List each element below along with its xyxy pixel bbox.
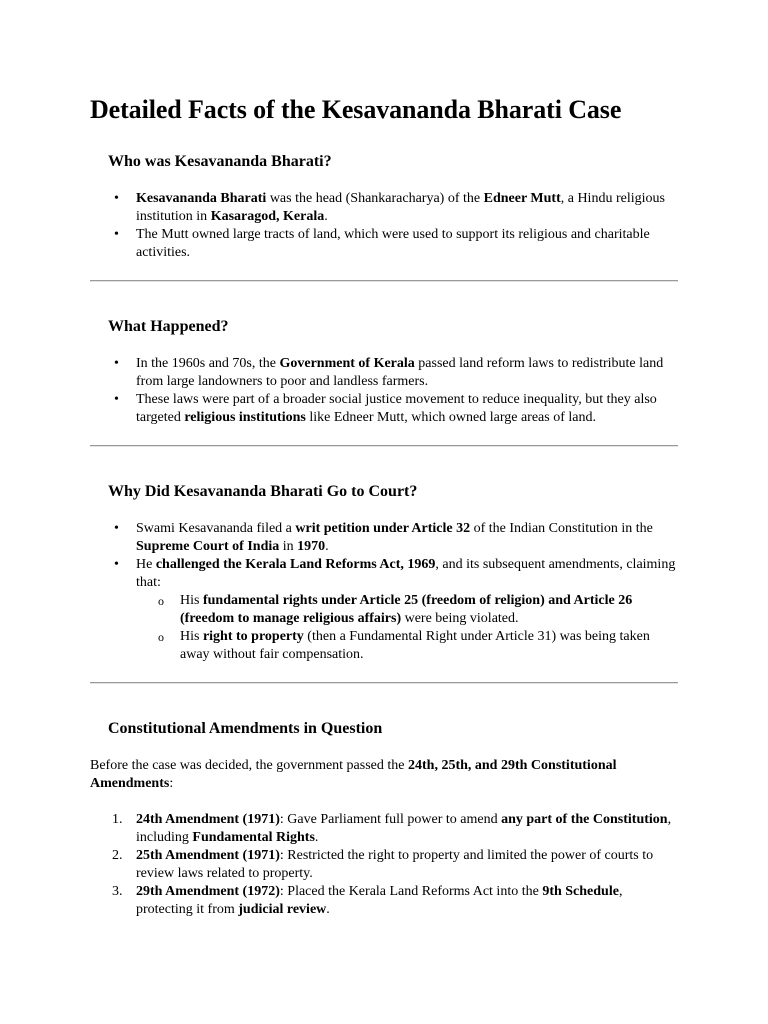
text: in <box>279 539 298 554</box>
text: : <box>169 776 174 791</box>
bullet-list-why <box>90 520 678 664</box>
text: He <box>136 557 156 572</box>
bullet-list-what <box>90 355 678 427</box>
text: . <box>314 830 319 845</box>
numbered-list-amendments <box>90 811 678 919</box>
text: His <box>180 593 203 608</box>
text: His <box>180 629 203 644</box>
bold-text: writ petition under Article 32 <box>295 521 471 536</box>
bold-text: Kesavananda Bharati <box>136 191 267 206</box>
text: . <box>324 209 328 224</box>
list-item <box>136 520 678 556</box>
text: Before the case was decided, the government passed the <box>90 758 408 773</box>
bold-text: Supreme Court of India <box>136 539 280 554</box>
section-why <box>90 482 678 664</box>
section-who <box>90 152 678 262</box>
bold-text: Edneer Mutt <box>483 191 561 206</box>
bold-text: any part of the Constitution <box>501 812 668 827</box>
bold-text: Government of Kerala <box>279 356 415 371</box>
bold-text: Fundamental Rights <box>192 830 315 845</box>
text: : Placed the Kerala Land Reforms Act into the <box>279 884 543 899</box>
list-item <box>136 847 678 883</box>
text: was the head (Shankaracharya) of the <box>266 191 484 206</box>
section-heading-what: What Happened? <box>108 318 229 335</box>
page-title: Detailed Facts of the Kesavananda Bharati Case <box>90 95 622 124</box>
bold-text: 9th Schedule <box>542 884 619 899</box>
section-heading-amendments: Constitutional Amendments in Question <box>108 720 383 737</box>
list-item <box>136 556 678 664</box>
text: . <box>325 539 329 554</box>
text: (then a Fundamental Right under Article 31) was being taken away without fair compensation. <box>180 629 650 662</box>
text: like Edneer Mutt, which owned large areas of land. <box>305 410 596 425</box>
text: , protecting it from <box>136 884 623 917</box>
bullet-list-who <box>90 190 678 262</box>
sub-list-item <box>180 628 678 664</box>
text: The Mutt owned large tracts of land, which were used to support its religious and charitable activities. <box>136 227 650 260</box>
text: These laws were part of a broader social justice movement to reduce inequality, but they also targeted <box>136 392 657 425</box>
list-item <box>136 391 678 427</box>
section-what <box>90 317 678 427</box>
text: passed land reform laws to redistribute land from large landowners to poor and landless farmers. <box>136 356 664 389</box>
section-heading-why: Why Did Kesavananda Bharati Go to Court? <box>108 483 418 500</box>
bold-text: 24th Amendment (1971) <box>136 812 280 827</box>
list-item <box>136 883 678 919</box>
intro-paragraph <box>90 757 678 793</box>
bold-text: fundamental rights under Article 25 (freedom of religion) and Article 26 (freedom to manage religious affairs) <box>180 593 633 626</box>
sub-list <box>136 592 678 664</box>
bold-text: challenged the Kerala Land Reforms Act, 1969 <box>155 557 436 572</box>
bold-text: 29th Amendment (1972) <box>136 884 280 899</box>
text: : Gave Parliament full power to amend <box>279 812 502 827</box>
list-item <box>136 811 678 847</box>
text: were being violated. <box>401 611 519 626</box>
bold-text: judicial review <box>238 902 327 917</box>
bold-text: religious institutions <box>184 410 306 425</box>
bold-text: 1970 <box>297 539 326 554</box>
bold-text: 25th Amendment (1971) <box>136 848 280 863</box>
text: , a Hindu religious institution in <box>136 191 665 224</box>
text: of the Indian Constitution in the <box>470 521 653 536</box>
text: . <box>326 902 330 917</box>
sub-list-item <box>180 592 678 628</box>
bold-text: Kasaragod, Kerala <box>210 209 325 224</box>
text: : Restricted the right to property and limited the power of courts to review laws related to property. <box>136 848 654 881</box>
bold-text: right to property <box>202 629 304 644</box>
section-heading-who: Who was Kesavananda Bharati? <box>108 153 332 170</box>
list-item <box>136 190 678 226</box>
list-item <box>136 226 678 262</box>
text: In the 1960s and 70s, the <box>136 356 280 371</box>
text: Swami Kesavananda filed a <box>136 521 296 536</box>
text: , including <box>136 812 672 845</box>
bold-text: 24th, 25th, and 29th Constitutional Amendments <box>90 758 617 791</box>
list-item <box>136 355 678 391</box>
section-amendments <box>90 719 678 919</box>
text: , and its subsequent amendments, claiming that: <box>136 557 676 590</box>
